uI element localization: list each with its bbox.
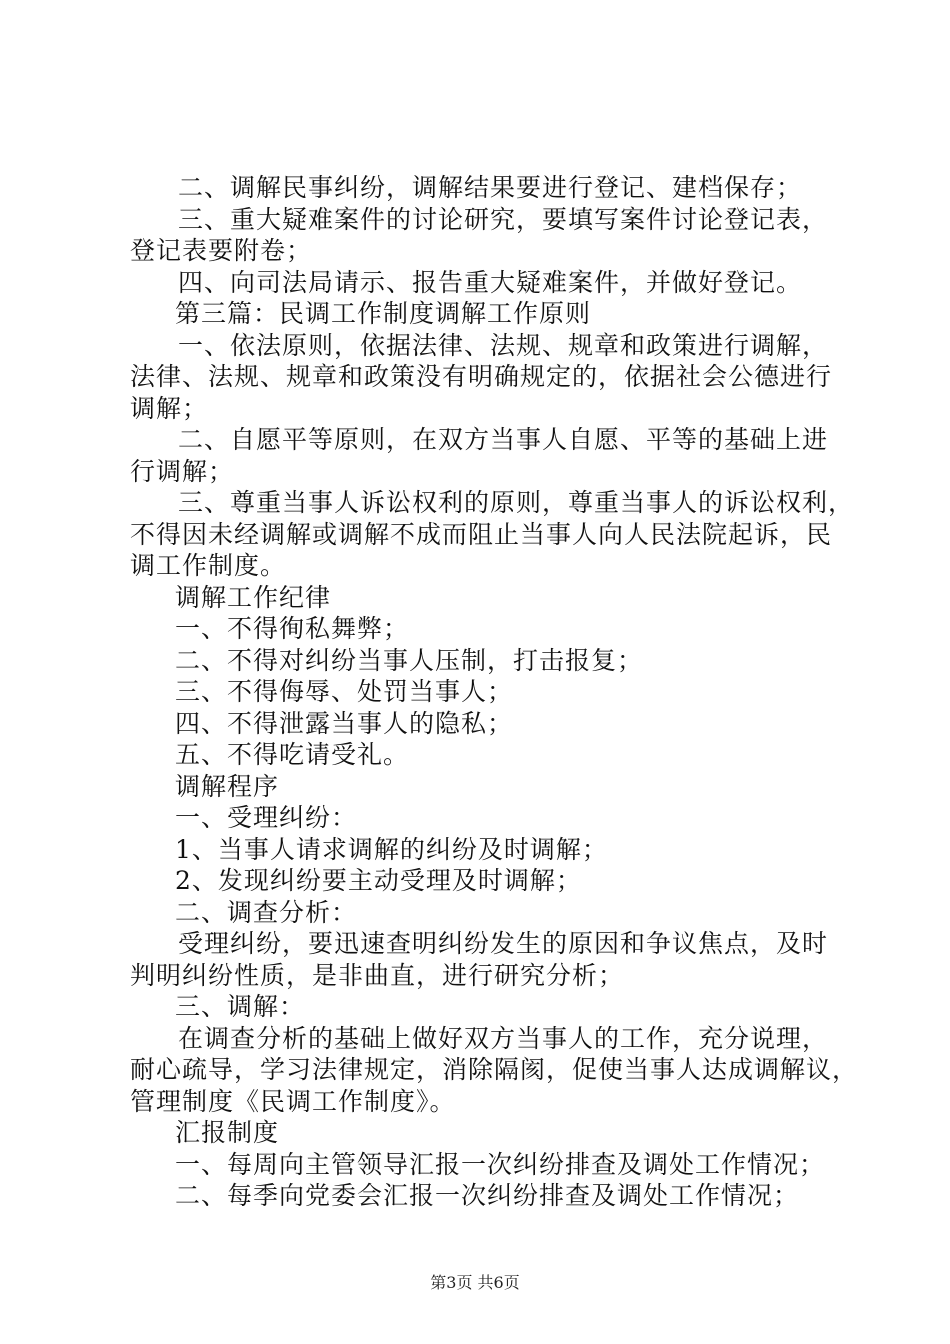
text-line: 耐心疏导，学习法律规定，消除隔阂，促使当事人达成调解议， xyxy=(130,1055,859,1084)
text-line: 三、调解： xyxy=(175,992,306,1021)
text-line: 调解； xyxy=(130,393,209,423)
text-line: 调工作制度。 xyxy=(130,551,287,580)
page-number: 第3页 共6页 xyxy=(430,1273,520,1292)
section-heading: 汇报制度 xyxy=(175,1118,280,1147)
text-line: 三、重大疑难案件的讨论研究，要填写案件讨论登记表， xyxy=(178,204,829,234)
section-heading: 调解工作纪律 xyxy=(175,582,332,612)
text-line: 2、发现纠纷要主动受理及时调解； xyxy=(175,866,582,895)
text-line: 行调解； xyxy=(130,456,235,486)
text-line: 三、尊重当事人诉讼权利的原则，尊重当事人的诉讼权利， xyxy=(178,488,855,517)
text-line: 二、调查分析： xyxy=(175,897,358,927)
text-line: 1、当事人请求调解的纠纷及时调解； xyxy=(175,834,608,864)
text-line: 二、自愿平等原则，在双方当事人自愿、平等的基础上进 xyxy=(178,425,829,454)
text-line: 三、不得侮辱、处罚当事人； xyxy=(175,677,514,706)
section-heading: 第三篇：民调工作制度调解工作原则 xyxy=(175,299,592,328)
text-line: 一、每周向主管领导汇报一次纠纷排查及调处工作情况； xyxy=(175,1149,826,1179)
text-line: 四、向司法局请示、报告重大疑难案件，并做好登记。 xyxy=(178,267,803,297)
text-line: 登记表要附卷； xyxy=(130,236,313,265)
text-line: 五、不得吃请受礼。 xyxy=(175,740,410,769)
text-line: 不得因未经调解或调解不成而阻止当事人向人民法院起诉，民 xyxy=(130,519,833,549)
text-line: 四、不得泄露当事人的隐私； xyxy=(175,708,514,738)
text-line: 在调查分析的基础上做好双方当事人的工作，充分说理， xyxy=(178,1023,829,1053)
text-line: 法律、法规、规章和政策没有明确规定的，依据社会公德进行 xyxy=(130,362,833,391)
text-line: 管理制度《民调工作制度》。 xyxy=(130,1086,456,1116)
section-heading: 调解程序 xyxy=(175,771,280,801)
text-line: 一、依法原则，依据法律、法规、规章和政策进行调解， xyxy=(178,330,829,360)
page-footer xyxy=(0,1270,950,1293)
text-line: 一、受理纠纷： xyxy=(175,803,358,832)
text-line: 二、调解民事纠纷，调解结果要进行登记、建档保存； xyxy=(178,173,803,202)
text-line: 一、不得徇私舞弊； xyxy=(175,614,410,643)
text-line: 二、每季向党委会汇报一次纠纷排查及调处工作情况； xyxy=(175,1181,800,1210)
text-line: 受理纠纷，要迅速查明纠纷发生的原因和争议焦点，及时 xyxy=(178,929,829,958)
text-line: 二、不得对纠纷当事人压制，打击报复； xyxy=(175,645,644,675)
document-body xyxy=(130,172,859,1212)
text-line: 判明纠纷性质，是非曲直，进行研究分析； xyxy=(130,960,625,990)
